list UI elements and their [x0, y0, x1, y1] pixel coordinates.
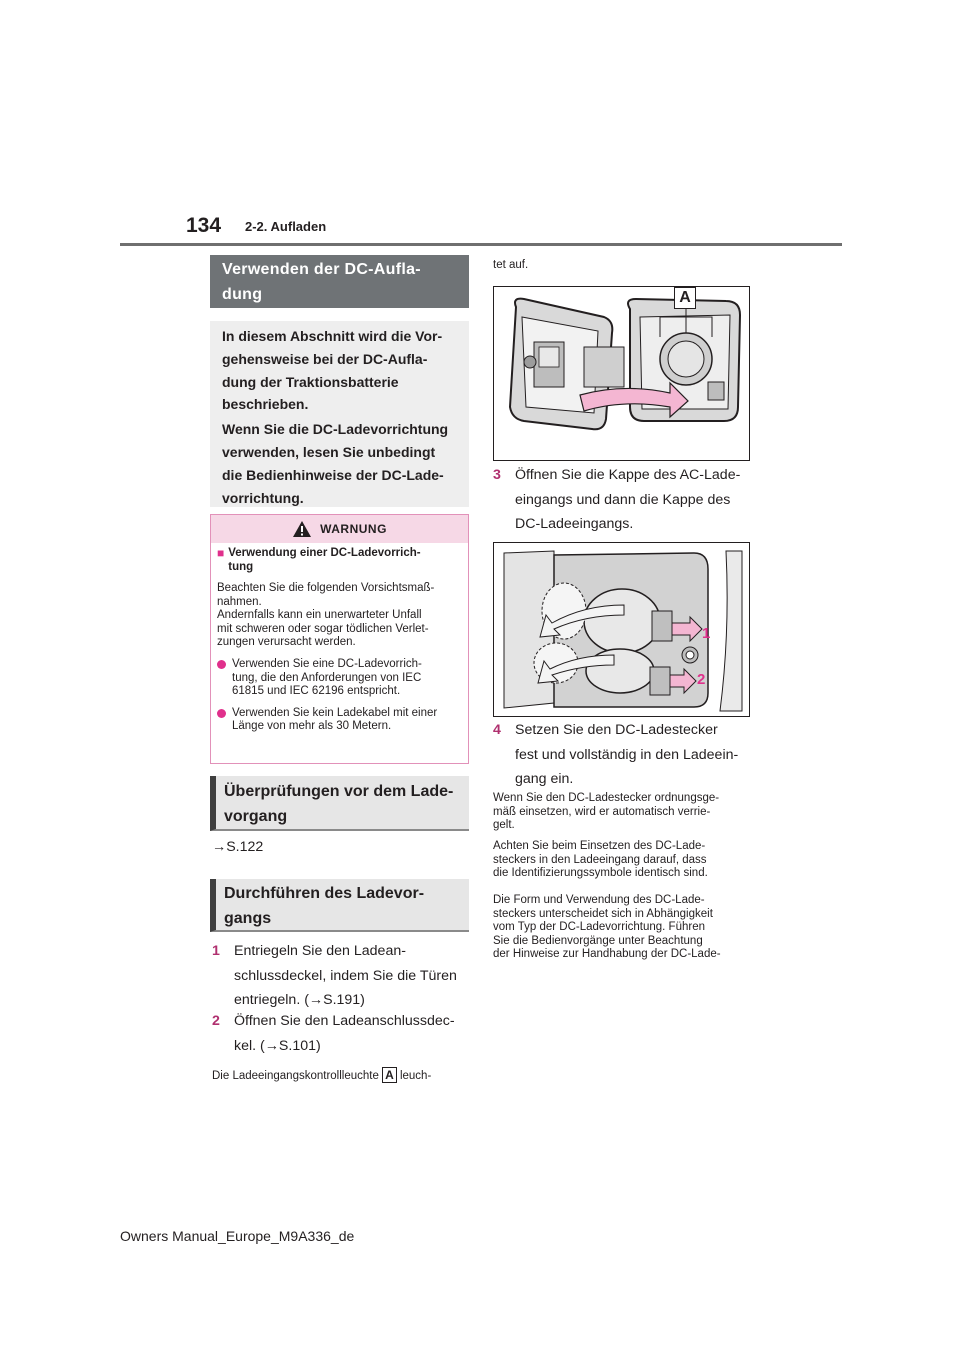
- warning-text-1: Beachten Sie die folgenden Vorsichtsmaß- nahmen.: [217, 582, 435, 608]
- section-title-line1: Verwenden der DC-Aufla-: [222, 261, 421, 278]
- step-number: 3: [493, 467, 501, 483]
- chapter-title: 2-2. Aufladen: [245, 219, 327, 234]
- figure-open-caps: [493, 542, 750, 717]
- section-header-dc: [210, 255, 469, 308]
- step-1: [212, 940, 457, 1012]
- section-header-procedure: [210, 879, 469, 932]
- step-4-note-2: Achten Sie beim Einsetzen des DC-Lade- steckers in den Ladeeingang darauf, dass die Identifizierungssymbole identisch sind.: [493, 840, 708, 880]
- charge-port-illustration: [494, 287, 749, 460]
- step-1-line-1: Entriegeln Sie den Ladean-: [234, 943, 406, 959]
- step-2-note: [212, 1067, 431, 1084]
- figure-charge-port-open: [493, 286, 750, 461]
- figure-label-1: 1: [702, 625, 711, 642]
- step-number: 2: [212, 1013, 220, 1029]
- step-1-line-3: entriegeln. (→S.191): [234, 992, 365, 1008]
- warning-triangle-icon: [292, 520, 312, 538]
- section-title-line2: dung: [222, 286, 263, 303]
- warning-bullet-1: Verwenden Sie eine DC-Ladevorrich- tung, die den Anforderungen von IEC 61815 und IEC 62196 entspricht.: [217, 658, 463, 699]
- bullet-dot-icon: [217, 660, 226, 669]
- bullet-dot-icon: [217, 709, 226, 718]
- page-number: 134: [186, 214, 222, 237]
- warning-text-2: Andernfalls kann ein unerwarteter Unfall mit schweren oder sogar tödlichen Verlet- zungen verursacht werden.: [217, 609, 429, 649]
- header-rule: [120, 243, 842, 246]
- footer-manual-id: Owners Manual_Europe_M9A336_de: [120, 1228, 355, 1244]
- intro-paragraph-2: Wenn Sie die DC-Ladevorrichtung verwenden, lesen Sie unbedingt die Bedienhinweise der DC-Lade- vorrichtung.: [222, 421, 449, 506]
- warning-bullet-2: Verwenden Sie kein Ladekabel mit einer Länge von mehr als 30 Metern.: [217, 707, 463, 734]
- warning-title: WARNUNG: [320, 522, 387, 536]
- warning-subtitle: ■ Verwendung einer DC-Ladevorrich- tung: [217, 546, 421, 573]
- step-2-line-2: kel. (→S.101): [234, 1037, 321, 1054]
- step-number: 1: [212, 943, 220, 959]
- step-4-line-2: fest und vollständig in den Ladeein-: [515, 746, 739, 763]
- figure-label-a: A: [674, 287, 696, 309]
- section-title-line2: vorgang: [224, 808, 288, 825]
- section-title-line1: Überprüfungen vor dem Lade-: [224, 783, 454, 800]
- section-title-line1: Durchführen des Ladevor-: [224, 885, 425, 902]
- step-4-line-3: gang ein.: [515, 771, 574, 787]
- intro-box: [210, 321, 469, 507]
- note-text: Die Ladeeingangskontrollleuchte: [212, 1070, 379, 1082]
- step-1-line-2: schlussdeckel, indem Sie die Türen: [234, 967, 457, 984]
- label-a-badge: A: [382, 1067, 397, 1083]
- caps-illustration: [494, 543, 749, 716]
- step-number: 4: [493, 722, 501, 738]
- step-4-note-1: Wenn Sie den DC-Ladestecker ordnungsge- mäß einsetzen, wird er automatisch verrie- gelt.: [493, 792, 720, 832]
- step-3: [493, 464, 740, 536]
- section-title-line2: gangs: [224, 910, 272, 927]
- step-2-line-1: Öffnen Sie den Ladeanschlussdec-: [234, 1013, 455, 1029]
- square-bullet-icon: ■: [217, 546, 225, 560]
- step-2-note-continued: tet auf.: [493, 259, 529, 271]
- section-header-check: [210, 776, 469, 831]
- check-reference[interactable]: →S.122: [212, 839, 264, 855]
- step-4-note-3: Die Form und Verwendung des DC-Lade- steckers unterscheidet sich in Abhängigkeit vom Typ der DC-Ladevorrichtung. Führen Sie die Bedienvorgänge unter Beachtung der Hinweise zur Handhabung der DC-Lade-: [493, 894, 721, 961]
- intro-paragraph-1: In diesem Abschnitt wird die Vor- gehensweise bei der DC-Aufla- dung der Traktionsbatterie beschrieben.: [222, 328, 443, 413]
- step-3-line-3: DC-Ladeeingangs.: [515, 516, 634, 532]
- step-4: [493, 719, 738, 791]
- note-text-end: leuch-: [399, 1070, 432, 1082]
- step-3-line-2: eingangs und dann die Kappe des: [515, 491, 731, 508]
- step-4-line-1: Setzen Sie den DC-Ladestecker: [515, 722, 718, 738]
- step-2: [212, 1010, 455, 1057]
- warning-box: [210, 514, 469, 764]
- step-3-line-1: Öffnen Sie die Kappe des AC-Lade-: [515, 467, 741, 483]
- figure-label-2: 2: [697, 671, 706, 688]
